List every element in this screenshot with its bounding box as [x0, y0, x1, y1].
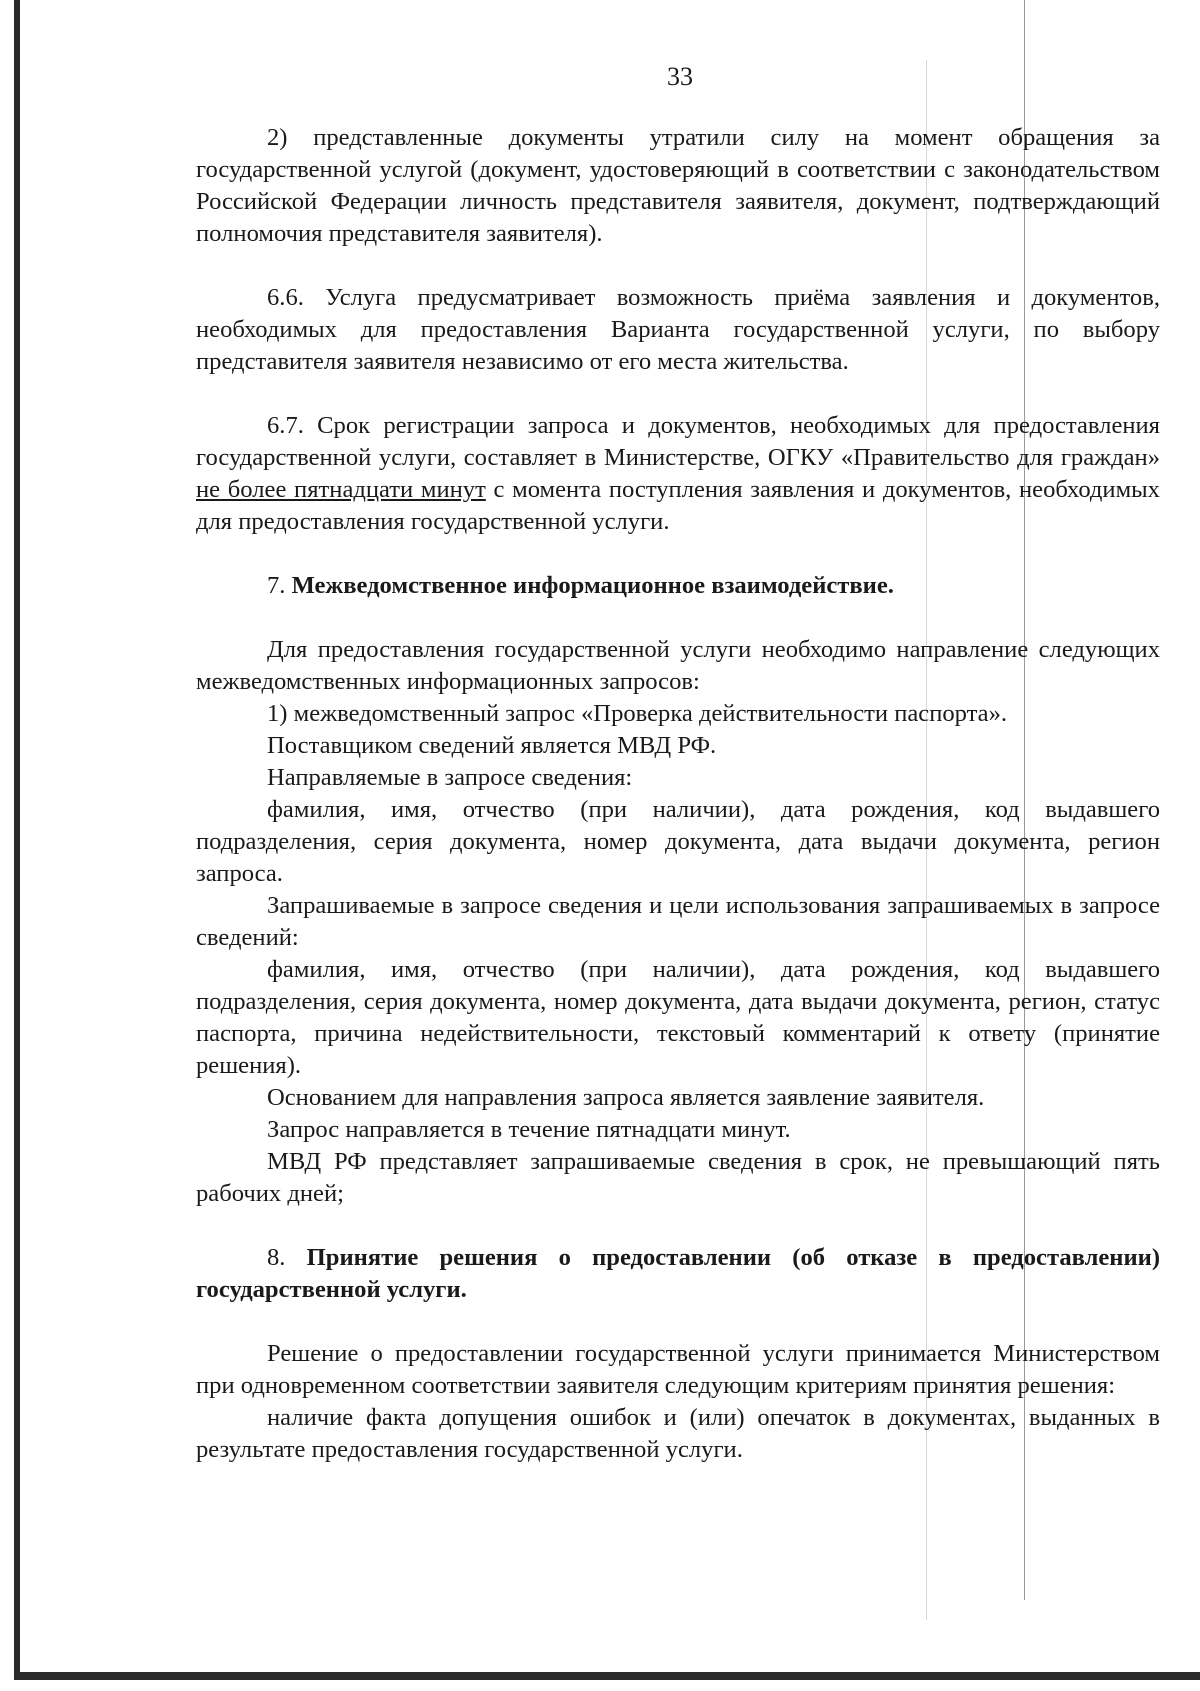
section-7-sent-label: Направляемые в запросе сведения: [267, 764, 633, 791]
section-7-number: 7. [267, 572, 292, 599]
spacer [196, 1306, 1160, 1338]
spacer [196, 250, 1160, 282]
section-7-intro: Для предоставления государственной услуги необходимо направление следующих межведомственных информационных запросов: [196, 636, 1160, 695]
section-7-requested-label: Запрашиваемые в запросе сведения и цели использования запрашиваемых в запросе сведений: [196, 892, 1160, 951]
section-8-criterion: наличие факта допущения ошибок и (или) опечаток в документах, выданных в результате предоставления государственной услуги. [196, 1404, 1160, 1463]
section-7-timing: Запрос направляется в течение пятнадцати минут. [267, 1116, 791, 1143]
spacer [196, 602, 1160, 634]
clause-6-7 [196, 410, 1160, 538]
scan-left-edge [14, 0, 20, 1678]
clause-6-7-underlined-term: не более пятнадцати минут [196, 476, 486, 503]
item-2-paragraph: 2) представленные документы утратили силу на момент обращения за государственной услугой (документ, удостоверяющий в соответствии с законодательством Российской Федерации личность представителя заявителя, документ, подтверждающий полномочия представителя заявителя). [196, 124, 1160, 247]
section-8-intro: Решение о предоставлении государственной услуги принимается Министерством при одновременном соответствии заявителя следующим критериям принятия решения: [196, 1340, 1160, 1399]
section-7-title: Межведомственное информационное взаимодействие. [291, 572, 894, 599]
scan-bottom-edge [14, 1672, 1200, 1680]
document-body [196, 122, 1160, 1466]
clause-6-7-text-start: 6.7. Срок регистрации запроса и документов, необходимых для предоставления государственной услуги, составляет в Министерстве, ОГКУ «Правительство для граждан» [196, 412, 1160, 471]
section-8-heading [196, 1242, 1160, 1306]
section-7-request-1: 1) межведомственный запрос «Проверка действительности паспорта». [267, 700, 1008, 727]
clause-6-7-text-end: с момента поступления заявления и документов, необходимых для предоставления государственной услуги. [196, 476, 1160, 535]
section-8-title: Принятие решения о предоставлении (об отказе в предоставлении) государственной услуги. [196, 1244, 1161, 1303]
section-8-number: 8. [267, 1244, 307, 1271]
section-7-basis: Основанием для направления запроса является заявление заявителя. [267, 1084, 985, 1111]
section-7-response: МВД РФ представляет запрашиваемые сведения в срок, не превышающий пять рабочих дней; [196, 1148, 1160, 1207]
spacer [196, 1210, 1160, 1242]
spacer [196, 538, 1160, 570]
page-number: 33 [667, 62, 693, 91]
section-7-heading [196, 570, 1160, 602]
section-7-requested-list: фамилия, имя, отчество (при наличии), дата рождения, код выдавшего подразделения, серия документа, номер документа, дата выдачи документа, регион, статус паспорта, причина недействительности, текстовый комментарий к ответу (принятие решения). [196, 956, 1160, 1079]
section-7-sent-list: фамилия, имя, отчество (при наличии), дата рождения, код выдавшего подразделения, серия документа, номер документа, дата выдачи документа, регион запроса. [196, 796, 1160, 887]
clause-6-6: 6.6. Услуга предусматривает возможность приёма заявления и документов, необходимых для предоставления Варианта государственной услуги, по выбору представителя заявителя независимо от его места жительства. [196, 284, 1160, 375]
section-7-provider: Поставщиком сведений является МВД РФ. [267, 732, 717, 759]
spacer [196, 378, 1160, 410]
